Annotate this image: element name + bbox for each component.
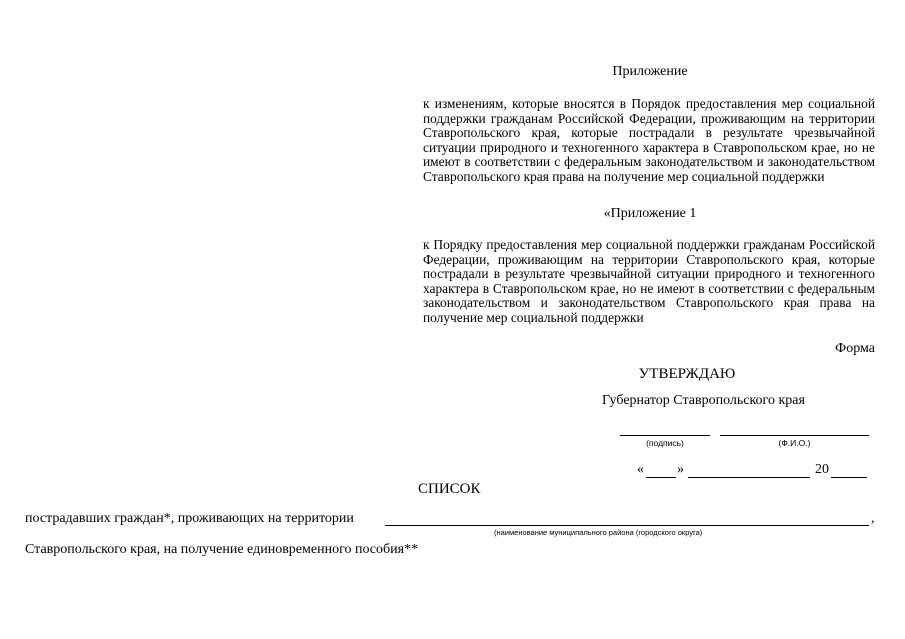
appendix1-text: к Порядку предоставления мер социальной поддержки гражданам Российской Федерации, проживающим на территории Ставропольского края, которые пострадали в результате чрезвычайной ситуации природного и техногенного характера в Ставропольском крае, но не имеют в соответствии с федеральным законодательством и законодательством Ставропольского края права на получение мер социальной поддержки [423,237,875,325]
signature-caption: (подпись) [646,438,684,448]
name-caption: (Ф.И.О.) [778,438,811,448]
signature-line [620,435,710,436]
district-line [385,525,869,526]
form-label: Форма [835,341,875,356]
date-open-quote: « [637,462,644,477]
name-line [720,435,869,436]
approve-heading: УТВЕРЖДАЮ [638,366,736,382]
appendix-title: Приложение [612,64,688,79]
district-caption: (наименование муниципального района (городского округа) [494,528,703,537]
list-line1: пострадавших граждан*, проживающих на территории [25,511,354,526]
date-close-quote: » [677,462,684,477]
governor-position: Губернатор Ставропольского края [602,393,805,408]
date-year-prefix: 20 [815,462,829,477]
list-title: СПИСОК [418,481,481,497]
date-day-line [646,477,676,478]
appendix-text: к изменениям, которые вносятся в Порядок предоставления мер социальной поддержки гражданам Российской Федерации, проживающим на территории Ставропольского края, которые пострадали в результате чрезвычайной ситуации природного и техногенного характера в Ставропольском крае, но не имеют в соответствии с федеральным законодательством и законодательством Ставропольского края права на получение мер социальной поддержки [423,96,875,184]
list-line1-comma: , [871,511,875,526]
list-line2: Ставропольского края, на получение единовременного пособия** [25,542,419,557]
date-month-line [688,477,810,478]
date-year-line [831,477,867,478]
appendix1-title: «Приложение 1 [603,206,697,221]
